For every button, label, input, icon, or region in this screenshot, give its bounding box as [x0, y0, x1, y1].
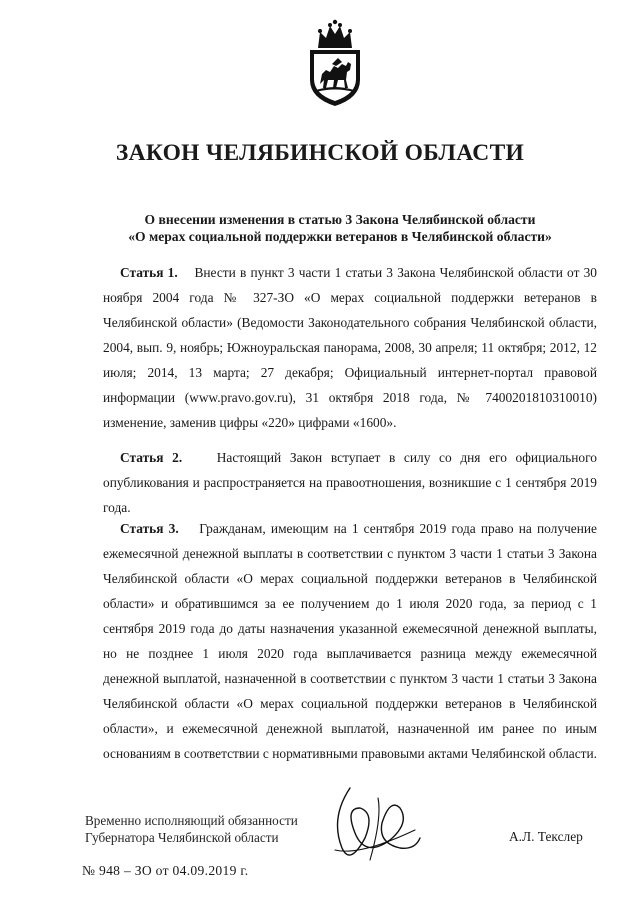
article-2-label: Статья 2.	[120, 450, 183, 465]
article-1-label: Статья 1.	[120, 265, 178, 280]
signer-line-1: Временно исполняющий обязанности	[85, 813, 298, 828]
subtitle-line-1: О внесении изменения в статью 3 Закона Челябинской области	[144, 212, 536, 227]
article-2-text: Настоящий Закон вступает в силу со дня его официального опубликования и распространяется на правоотношения, возникшие с 1 сентября 2019 года.	[103, 450, 597, 515]
document-title: ЗАКОН ЧЕЛЯБИНСКОЙ ОБЛАСТИ	[115, 140, 525, 166]
article-3-label: Статья 3.	[120, 521, 179, 536]
article-2	[103, 445, 597, 520]
document-subtitle	[60, 211, 620, 245]
registration-number: № 948 – ЗО от 04.09.2019 г.	[82, 863, 249, 878]
article-1-text: Внести в пункт 3 части 1 статьи 3 Закона Челябинской области от 30 ноября 2004 года № 327-ЗО «О мерах социальной поддержки ветеранов в Челябинской области» (Ведомости Законодательного собрания Челябинской области, 2004, вып. 9, ноябрь; Южноуральская панорама, 2008, 30 апреля; 11 октября; 2012, 12 июля; 2014, 13 марта; 27 декабря; Официальный интернет-портал правовой информации (www.pravo.gov.ru), 31 октября 2018 года, № 7400201810310010) изменение, заменив цифры «220» цифрами «1600».	[103, 265, 597, 430]
chelyabinsk-coat-of-arms-icon	[304, 18, 366, 108]
article-3-text: Гражданам, имеющим на 1 сентября 2019 года право на получение ежемесячной денежной выплаты в соответствии с пунктом 3 части 1 статьи 3 Закона Челябинской области «О мерах социальной поддержки ветеранов в Челябинской области» и обратившимся за ее получением до 1 июля 2020 года, за период с 1 сентября 2019 года до даты назначения указанной ежемесячной денежной выплаты, но не позднее 1 июля 2020 года выплачивается разница между ежемесячной денежной выплатой, назначенной в соответствии с пунктом 3 части 1 статьи 3 Закона Челябинской области «О мерах социальной поддержки ветеранов в Челябинской области», и ежемесячной денежной выплатой, назначенной им ранее по иным основаниям в соответствии с нормативными правовыми актами Челябинской области.	[103, 521, 598, 761]
signer-name: А.Л. Текслер	[509, 829, 583, 844]
signer-title	[85, 812, 298, 846]
handwritten-signature	[320, 778, 430, 868]
article-3	[103, 516, 597, 766]
signer-line-2: Губернатора Челябинской области	[85, 830, 279, 845]
article-1	[103, 260, 597, 435]
subtitle-line-2: «О мерах социальной поддержки ветеранов в Челябинской области»	[128, 229, 552, 244]
